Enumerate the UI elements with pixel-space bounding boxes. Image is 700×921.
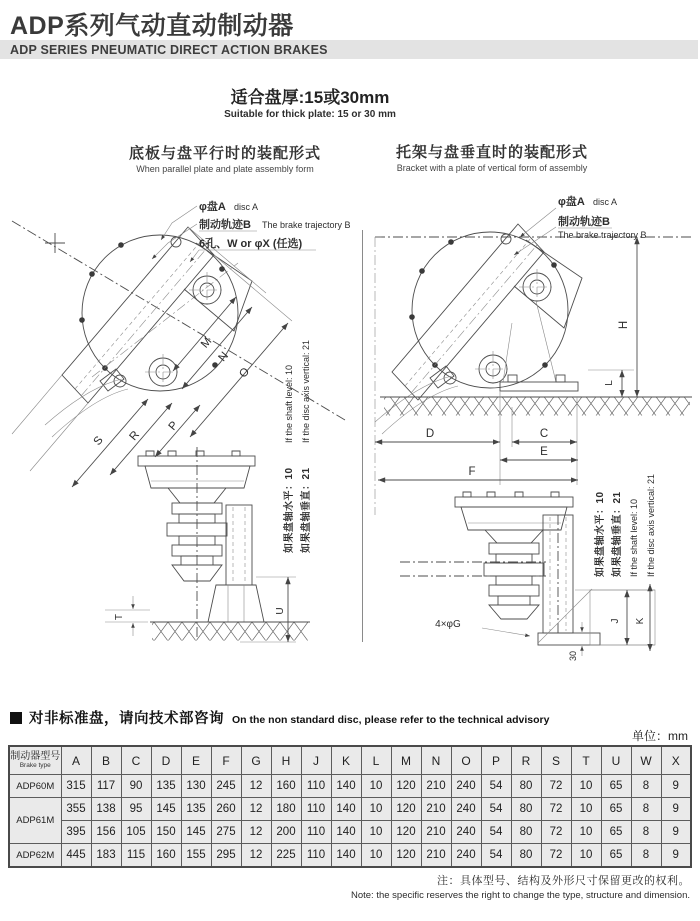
top-bolt (501, 234, 511, 244)
dim-label-s: S (91, 434, 106, 448)
plate-thickness-note (0, 83, 620, 120)
actuator-assembly-left (138, 447, 264, 637)
unit-label: 单位：mm (632, 729, 688, 743)
column-header-u: U (601, 746, 631, 775)
shaft-axis-lines (400, 562, 546, 576)
dim-value: 245 (211, 775, 241, 798)
dim-value: 260 (211, 798, 241, 821)
figure-left-drawing (0, 185, 360, 682)
dim-value: 12 (241, 798, 271, 821)
dim-value: 160 (271, 775, 301, 798)
dim-value: 115 (121, 844, 151, 868)
brake-type-header-cn: 制动器型号 (10, 751, 61, 762)
dim-label-r: R (127, 429, 142, 444)
dim-value: 10 (571, 844, 601, 868)
column-header-l: L (361, 746, 391, 775)
dim-value: 72 (541, 798, 571, 821)
holes-label: 6孔、W or φX (任选) (199, 238, 303, 250)
dim-value: 120 (391, 798, 421, 821)
disc-a-label-en: disc A (593, 197, 618, 207)
actuator-assembly-right (400, 492, 600, 645)
figure-right-drawing (360, 185, 700, 682)
top-bolt (171, 237, 181, 247)
plate-note-cn: 适合盘厚:15或30mm (230, 88, 390, 107)
column-header-w: W (631, 746, 661, 775)
dim-value: 110 (301, 775, 331, 798)
trajectory-b-label-cn: 制动轨迹B (199, 219, 251, 231)
dim-value: 80 (511, 798, 541, 821)
note-cn: 注：具体型号、结构及外形尺寸保留更改的权利。 (437, 875, 690, 887)
column-header-t: T (571, 746, 601, 775)
dim-value: 8 (631, 844, 661, 868)
brake-model-adp62m: ADP62M (9, 844, 61, 868)
column-header-a: A (61, 746, 91, 775)
brake-type-header (9, 746, 61, 775)
dim-value: 110 (301, 821, 331, 844)
dim-value: 240 (451, 775, 481, 798)
disc-axis-centerline (12, 221, 345, 420)
dim-label-j: J (610, 618, 621, 624)
dim-line-r (110, 403, 172, 475)
advisory-en: On the non standard disc, please refer to the technical advisory (232, 713, 550, 726)
column-header-b: B (91, 746, 121, 775)
dim-label-o: O (237, 365, 253, 381)
column-header-e: E (181, 746, 211, 775)
dim-value: 180 (271, 798, 301, 821)
dim-value: 210 (421, 844, 451, 868)
dim-value: 120 (391, 775, 421, 798)
trajectory-b-label-en: The brake trajectory B (262, 220, 351, 230)
brake-type-header-en: Brake type (19, 762, 51, 769)
dim-value: 120 (391, 821, 421, 844)
plate-note-en: Suitable for thick plate: 15 or 30 mm (224, 109, 396, 120)
figure-right-heading (362, 141, 622, 173)
dim-value: 183 (91, 844, 121, 868)
dim-value: 12 (241, 775, 271, 798)
column-header-h: H (271, 746, 301, 775)
leader-holes-g (482, 628, 530, 636)
dim-value: 138 (91, 798, 121, 821)
ground-hatch (384, 398, 690, 416)
dim-value: 10 (571, 775, 601, 798)
dim-value: 90 (121, 775, 151, 798)
column-header-s: S (541, 746, 571, 775)
brake-model-adp61m: ADP61M (9, 798, 61, 844)
left-cad-linework (12, 206, 345, 642)
dim-value: 240 (451, 821, 481, 844)
dim-value: 117 (91, 775, 121, 798)
bullet-square-icon (10, 712, 22, 724)
dim-value: 156 (91, 821, 121, 844)
dim-value: 95 (121, 798, 151, 821)
figure-right-heading-en: Bracket with a plate of vertical form of assembly (396, 163, 588, 173)
dim-value: 225 (271, 844, 301, 868)
dim-value: 355 (61, 798, 91, 821)
dim-value: 210 (421, 821, 451, 844)
dim-value: 9 (661, 775, 691, 798)
dim-line-p (155, 405, 200, 457)
brake-model-adp60m: ADP60M (9, 775, 61, 798)
dim-value: 110 (301, 798, 331, 821)
axis-level-en: If the shaft level: 10 (629, 498, 639, 577)
dim-value: 275 (211, 821, 241, 844)
dim-value: 315 (61, 775, 91, 798)
dim-value: 12 (241, 821, 271, 844)
dim-value: 8 (631, 798, 661, 821)
axis-vertical-en: If the disc axis vertical: 21 (646, 473, 656, 577)
dim-value: 8 (631, 775, 661, 798)
axis-vertical-cn: 如果盘轴垂直：21 (301, 467, 312, 553)
dim-value: 10 (571, 798, 601, 821)
disc-a-label-cn: φ盘A (558, 196, 585, 208)
advisory-row (10, 707, 549, 728)
leader-holes (190, 250, 199, 262)
dim-value: 210 (421, 798, 451, 821)
dim-value: 54 (481, 821, 511, 844)
dim-value: 65 (601, 844, 631, 868)
dim-value: 72 (541, 844, 571, 868)
dim-value: 65 (601, 775, 631, 798)
table-row (9, 798, 691, 821)
dim-label-l: L (604, 380, 615, 386)
mounting-foot (538, 633, 600, 645)
table-row (9, 821, 691, 844)
disc-a-label-cn: φ盘A (199, 201, 226, 213)
dim-value: 200 (271, 821, 301, 844)
column-header-o: O (451, 746, 481, 775)
dim-value: 80 (511, 821, 541, 844)
dim-label-f: F (468, 466, 476, 478)
dim-label-e: E (540, 446, 548, 458)
bracket-plate (62, 227, 214, 403)
advisory-cn: 对非标准盘，请向技术部咨询 (29, 711, 224, 727)
dim-label-k: K (635, 617, 646, 625)
dim-value: 210 (421, 775, 451, 798)
dimension-table (8, 745, 692, 868)
support-arm (226, 505, 252, 585)
dim-value: 395 (61, 821, 91, 844)
dim-value: 240 (451, 798, 481, 821)
dim-value: 110 (301, 844, 331, 868)
dim-value: 240 (451, 844, 481, 868)
dim-value: 54 (481, 775, 511, 798)
dim-value: 160 (151, 844, 181, 868)
dim-value: 140 (331, 821, 361, 844)
dim-value: 130 (181, 775, 211, 798)
column-header-j: J (301, 746, 331, 775)
dim-value: 65 (601, 821, 631, 844)
dim-value: 12 (241, 844, 271, 868)
dim-value: 65 (601, 798, 631, 821)
dim-value: 10 (361, 844, 391, 868)
table-row (9, 775, 691, 798)
dim-value: 295 (211, 844, 241, 868)
column-header-g: G (241, 746, 271, 775)
dim-label-n: N (216, 350, 231, 365)
dim-value: 10 (571, 821, 601, 844)
dim-value: 8 (631, 821, 661, 844)
dim-value: 120 (391, 844, 421, 868)
column-header-n: N (421, 746, 451, 775)
dim-value: 54 (481, 798, 511, 821)
holes-g-label: 4×φG (435, 619, 461, 630)
column-header-x: X (661, 746, 691, 775)
axis-level-en: If the shaft level: 10 (284, 364, 294, 443)
dim-value: 9 (661, 798, 691, 821)
dim-value: 54 (481, 844, 511, 868)
dim-value: 135 (151, 775, 181, 798)
column-header-r: R (511, 746, 541, 775)
dim-label-h: H (618, 320, 630, 330)
column-header-f: F (211, 746, 241, 775)
dim-value: 145 (181, 821, 211, 844)
trajectory-b-label-en: The brake trajectory B (558, 230, 647, 240)
leader-trajectory-b (514, 227, 556, 255)
bracket-extension (514, 240, 582, 328)
dim-value: 9 (661, 844, 691, 868)
dim-value: 72 (541, 821, 571, 844)
dim-value: 135 (181, 798, 211, 821)
dim-label-u: U (275, 607, 286, 615)
base-plate (500, 382, 578, 391)
disc-a-label-en: disc A (234, 202, 259, 212)
dim-value: 150 (151, 821, 181, 844)
dim-value: 140 (331, 775, 361, 798)
figure-left-heading-cn: 底板与盘平行时的装配形式 (128, 145, 321, 162)
dim-value: 10 (361, 775, 391, 798)
subtitle-bar (0, 40, 698, 59)
figure-left-heading (40, 142, 410, 174)
dim-label-30: 30 (568, 650, 578, 661)
dim-value: 140 (331, 844, 361, 868)
dim-value: 10 (361, 821, 391, 844)
dim-label-d: D (425, 428, 435, 440)
page-subtitle: ADP SERIES PNEUMATIC DIRECT ACTION BRAKES (10, 42, 328, 57)
column-header-c: C (121, 746, 151, 775)
figure-left-heading-en: When parallel plate and plate assembly form (136, 164, 314, 174)
right-cad-linework (375, 208, 692, 656)
dim-value: 72 (541, 775, 571, 798)
table-row (9, 844, 691, 868)
page-title: ADP系列气动直动制动器 (10, 12, 294, 40)
dim-value: 10 (361, 798, 391, 821)
leader-disc-a (520, 208, 556, 237)
disc-edge-arcs (45, 379, 128, 437)
ground-hatch (152, 623, 308, 641)
footer-notes (351, 872, 690, 901)
axis-vertical-en: If the disc axis vertical: 21 (301, 339, 311, 443)
table-body (9, 775, 691, 868)
figure-right-heading-cn: 托架与盘垂直时的装配形式 (395, 144, 588, 161)
dim-value: 9 (661, 821, 691, 844)
table-header-row (9, 746, 691, 775)
dim-value: 80 (511, 844, 541, 868)
dim-label-m: M (199, 335, 215, 351)
dim-value: 145 (151, 798, 181, 821)
note-en: Note: the specific reserves the right to change the type, structure and dimension. (350, 890, 690, 901)
dim-label-p: P (166, 419, 181, 433)
axis-level-cn: 如果盘轴水平：10 (595, 491, 606, 577)
dim-value: 155 (181, 844, 211, 868)
mounting-foot (208, 585, 264, 622)
axis-level-cn: 如果盘轴水平：10 (284, 467, 295, 553)
dim-value: 105 (121, 821, 151, 844)
dim-value: 445 (61, 844, 91, 868)
dim-label-c: C (539, 428, 549, 440)
trajectory-b-label-cn: 制动轨迹B (558, 216, 610, 228)
dim-value: 80 (511, 775, 541, 798)
column-header-k: K (331, 746, 361, 775)
column-header-m: M (391, 746, 421, 775)
column-header-p: P (481, 746, 511, 775)
axis-vertical-cn: 如果盘轴垂直：21 (612, 491, 623, 577)
dim-value: 140 (331, 798, 361, 821)
column-header-d: D (151, 746, 181, 775)
dim-label-t: T (114, 613, 125, 621)
